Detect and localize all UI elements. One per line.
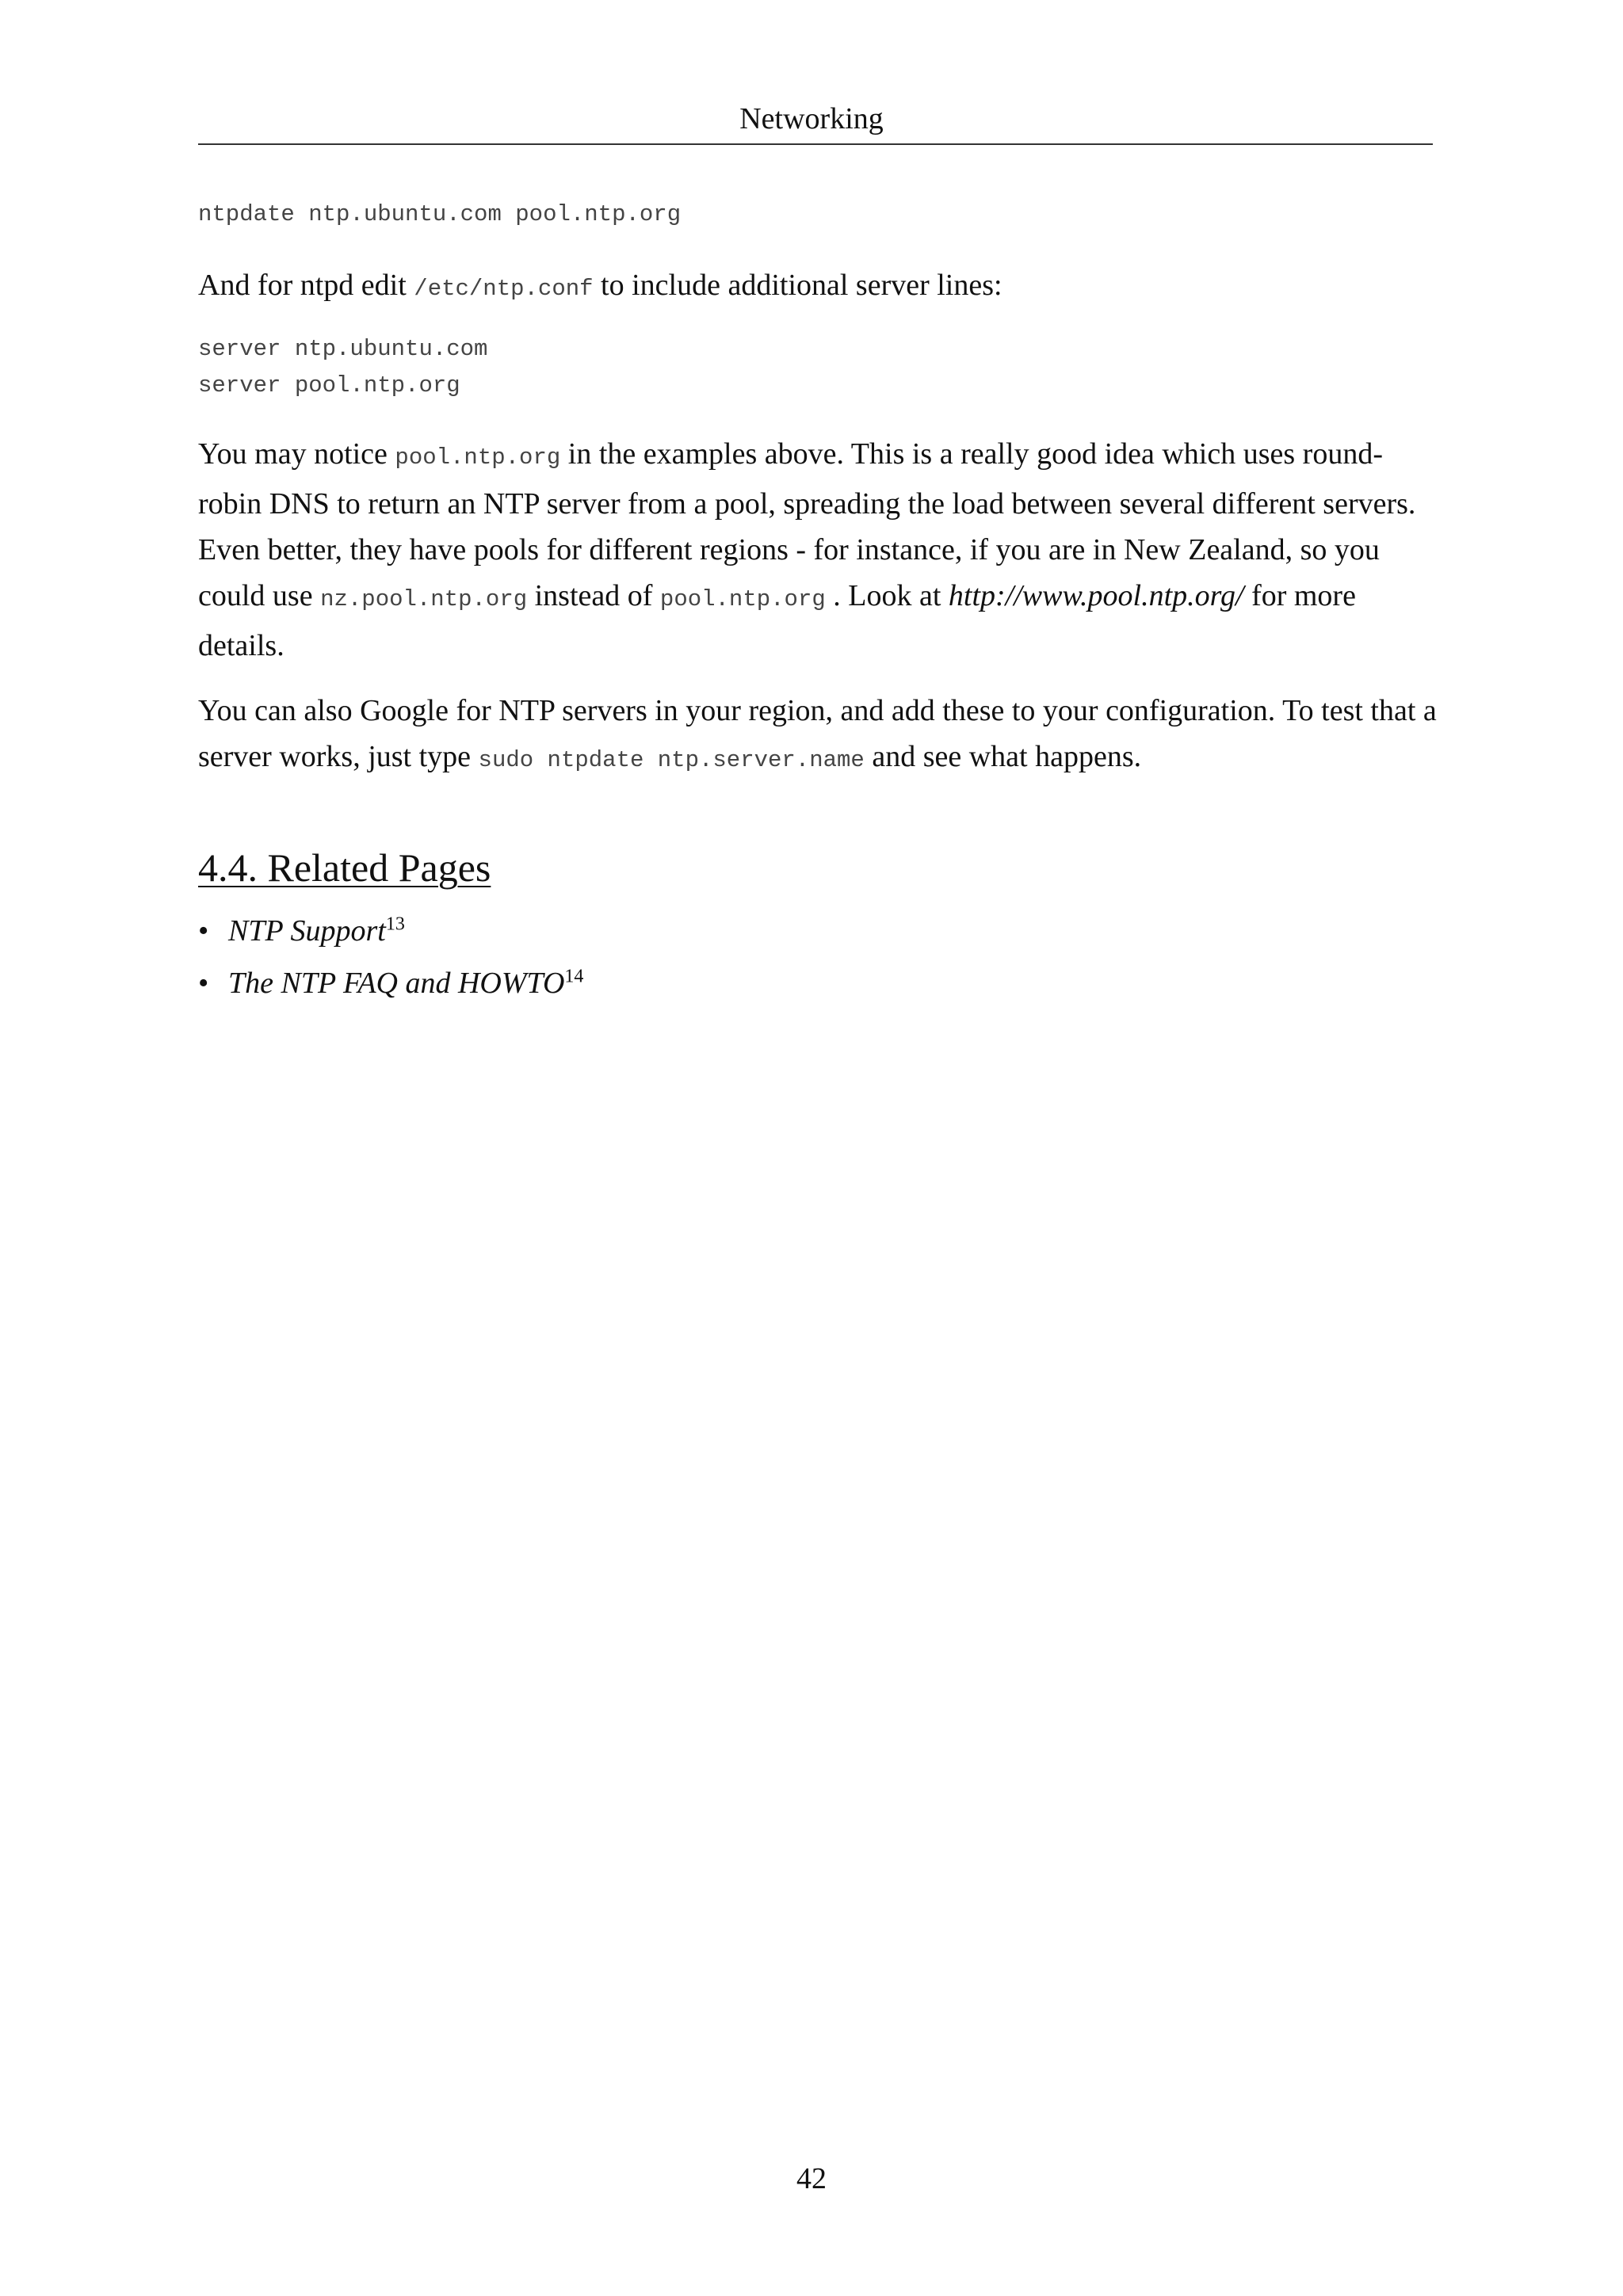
code-block-servers — [198, 331, 487, 404]
inline-code-ntpdate: sudo ntpdate ntp.server.name — [478, 747, 865, 773]
bullet-icon: • — [198, 967, 209, 1000]
inline-code-pool: pool.ntp.org — [395, 444, 561, 471]
footnote-ref: 14 — [564, 966, 584, 987]
related-link-label[interactable]: NTP Support — [228, 914, 386, 948]
related-link-label[interactable]: The NTP FAQ and HOWTO — [228, 967, 565, 1000]
inline-code-ntp-conf: /etc/ntp.conf — [414, 276, 594, 302]
bullet-icon: • — [198, 914, 209, 948]
pool-text-4: . Look at — [825, 579, 949, 612]
paragraph-google — [198, 688, 1438, 784]
pool-text-5: for more details. — [198, 579, 1356, 662]
ntpd-text-before: And for ntpd edit — [198, 269, 414, 302]
code-line-2: server pool.ntp.org — [198, 372, 460, 399]
section-heading: 4.4. Related Pages — [198, 845, 491, 890]
ntpd-text-after: to include additional server lines: — [593, 269, 1002, 302]
paragraph-pool — [198, 431, 1438, 669]
inline-code-pool-2: pool.ntp.org — [659, 586, 826, 612]
google-text-1: You can also Google for NTP servers in your region, and add these to your configuration. To test that a server works, just type — [198, 694, 1437, 773]
pool-text-1: You may notice — [198, 437, 395, 471]
google-text-2: and see what happens. — [864, 740, 1142, 773]
code-block-ntpdate: ntpdate ntp.ubuntu.com pool.ntp.org — [198, 201, 682, 227]
footnote-ref: 13 — [385, 913, 405, 935]
header-rule — [198, 143, 1433, 145]
code-line-1: server ntp.ubuntu.com — [198, 336, 488, 362]
related-item-ntp-faq[interactable] — [198, 963, 583, 1003]
page-number: 42 — [796, 2162, 827, 2195]
pool-text-2: in the examples above. This is a really good idea which uses round-robin DNS to return an NTP server from a pool, spreading the load between several different servers. Even better, they have pools for different regions - for instance, if you are in New Zealand, so you could use — [198, 437, 1416, 612]
pool-link[interactable]: http://www.pool.ntp.org/ — [948, 579, 1244, 612]
pool-text-3: instead of — [527, 579, 660, 612]
related-item-ntp-support[interactable] — [198, 911, 405, 951]
inline-code-nz-pool: nz.pool.ntp.org — [320, 586, 528, 612]
running-header: Networking — [739, 102, 884, 135]
paragraph-ntpd — [198, 262, 1438, 312]
